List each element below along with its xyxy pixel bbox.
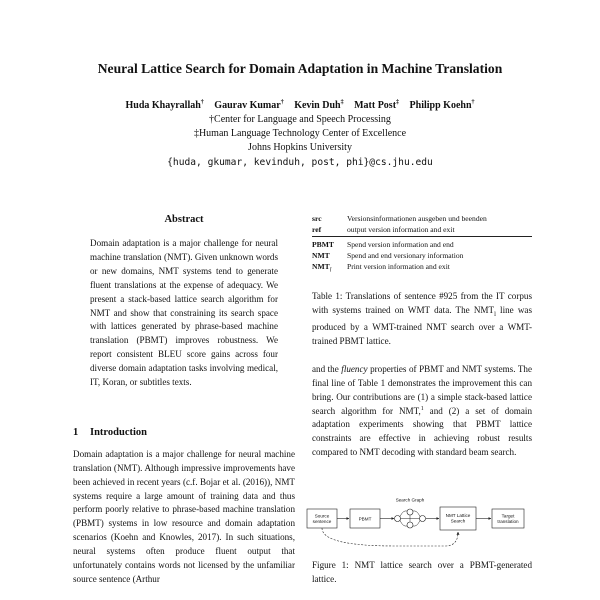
search-graph (395, 509, 426, 528)
author-list (0, 100, 600, 111)
section-heading: 1 Introduction (73, 427, 147, 438)
table-row: src Versionsinformationen ausgeben und beenden (312, 214, 487, 223)
abstract-text: Domain adaptation is a major challenge for neural machine translation (NMT). Given unknown words or new domains, NMT systems tend to generate fluent translations at the expense of adequacy. We present a stack-based lattice search algorithm for NMT and show that constraining its search space with lattices generated by phrase-based machine translation (PBMT) improves robustness. We report consistent BLEU score gains across four diverse domain adaptation tasks involving medical, IT, Koran, or subtitles texts. (90, 238, 278, 388)
pbmt-label: PBMT (358, 516, 372, 522)
nmt-search-label: Search (450, 518, 466, 524)
author: Gaurav Kumar† (214, 99, 284, 111)
target-label: Target (501, 513, 515, 519)
nmt-search-label: NMT Lattice (445, 513, 471, 518)
table-row: NMT Spend and end versionary information (312, 251, 464, 260)
table-rule (312, 236, 532, 237)
source-label: Source (314, 513, 330, 519)
abstract-heading: Abstract (164, 214, 204, 225)
affiliation-line: Johns Hopkins University (248, 142, 352, 153)
author-email: {huda, gkumar, kevinduh, post, phi}@cs.jhu.edu (167, 157, 433, 168)
paper-title: Neural Lattice Search for Domain Adaptation in Machine Translation (97, 61, 503, 76)
author: Kevin Duh‡ (294, 99, 344, 111)
figure-caption: Figure 1: NMT lattice search over a PBMT-generated lattice. (312, 560, 532, 584)
target-label: translation (497, 519, 519, 524)
affiliation-line: ‡Human Language Technology Center of Excellence (193, 128, 407, 139)
table-row: $NMT_l$ Print version information and exit (312, 262, 450, 274)
author: Huda Khayrallah† (125, 99, 204, 111)
author: Matt Post‡ (354, 99, 400, 111)
pipeline-figure (305, 492, 535, 550)
dashed-arrow (322, 528, 458, 546)
affiliation-line: †Center for Language and Speech Processing (209, 114, 391, 125)
contribution-paragraph: and the fluency properties of PBMT and NMT systems. The final line of Table 1 demonstrates the improvement this can bring. Our contributions are (1) a simple stack-based lattice search algorithm for NMT,$^1$ and (2) a set of domain adaptation experiments showing that PBMT lattice constraints are effective in achieving robust results compared to NMT decoding with standard beam search. (312, 364, 532, 458)
introduction-text: Domain adaptation is a major challenge for neural machine translation (NMT). Although impressive improvements have been achieved in recent years (c.f. Bojar et al. (2016)), NMT systems require a large amount of training data and thus perform poorly relative to phrase-based machine translation (PBMT) systems in low resource and domain adaptation scenarios (Koehn and Knowles, 2017). In such situations, neural systems often produce fluent output that unfortunately contains words not licensed by the unfamiliar source sentence (Arthur (73, 449, 295, 584)
table-caption: Table 1: Translations of sentence #925 from the IT corpus with systems trained on WMT data. The $NMT_l$ line was produced by a WMT-trained NMT search over a WMT-trained PBMT lattice. (312, 291, 533, 346)
search-graph-label: Search Graph (395, 497, 425, 503)
table-row: PBMT Spend version information and end (312, 240, 454, 249)
source-label: sentence (312, 519, 332, 524)
translation-table (312, 213, 532, 277)
table-row: ref output version information and exit (312, 225, 455, 234)
author: Philipp Koehn† (409, 99, 475, 111)
